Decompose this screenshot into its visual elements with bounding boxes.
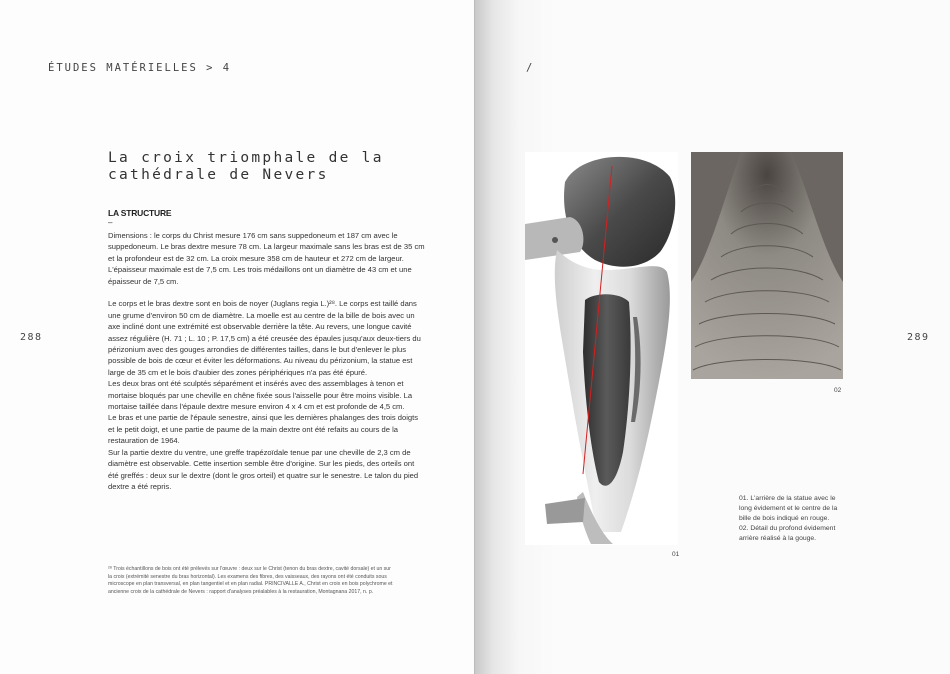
left-page (0, 0, 474, 674)
section-heading: LA STRUCTURE (108, 208, 172, 218)
footnote-line: ancienne croix de la cathédrale de Nevers : rapport d'analyses préalables à la restauration, Montagnana 2017, n. p. (108, 588, 374, 595)
footnote-line: la croix (extrémité senestre du bras horizontal). Les examens des fibres, des vaisseaux, des rayons ont été conduits sous (108, 573, 387, 580)
photo-cavity-detail (691, 152, 843, 379)
running-head-right: / (526, 62, 535, 74)
paragraph-dimensions: Dimensions : le corps du Christ mesure 176 cm sans suppedoneum et 187 cm avec le suppedoneum. Le bras dextre mesure 78 cm. La largeur maximale sans les bras est de 35 cm et la profondeur est de 32 cm. La croix mesure 358 cm de hauteur et 272 cm de largeur. L'épaisseur maximale est de 7,5 cm. Les trois médaillons ont un diamètre de 43 cm et une épaisseur de 7,5 cm. (108, 231, 425, 286)
paragraph-restoration: Le bras et une partie de l'épaule senestre, ainsi que les dernières phalanges des trois doigts et le petit doigt, et une partie de paume de la main dextre ont été refaits au cours de la restauration de 1964. (108, 413, 419, 446)
page-number-left: 288 (20, 332, 43, 343)
title-line-1: La croix triomphale de la (108, 150, 384, 166)
caption-line: arrière réalisé à la gouge. (739, 535, 817, 542)
photo-captions (739, 494, 849, 544)
paragraph-wood: Le corps et le bras dextre sont en bois de noyer (Juglans regia L.)²⁸. Le corps est taillé dans une grume d'environ 50 cm de diamètre. La moelle est au centre de la bille de bois avec un axe incliné dont une extrémité est observable derrière la tête. Au revers, une longue cavité assez régulière (H. 71 ; L. 10 ; P. 17,5 cm) a été creusée des épaules jusqu'aux deux-tiers du périzonium avec des gouges arrondies de différentes tailles, dans le but d'enlever le plus possible de bois de cœur et éviter les déformations. Au niveau du périzonium, la statue est large de 35 cm et le bois d'aubier des zones périphériques n'a pas été épuré. (108, 299, 421, 377)
photo-number-02: 02 (834, 387, 842, 394)
cavity-detail-illustration (691, 152, 843, 379)
caption-line: long évidement et le centre de la (739, 505, 838, 512)
photo-statue-back (525, 152, 678, 545)
footnote-line: microscope en plan transversal, en plan tangentiel et en plan radial. PRINCIVALLE A., Christ en croix en bois polychrome et (108, 581, 393, 588)
caption-line: 02. Détail du profond évidement (739, 525, 836, 532)
photo-number-01: 01 (672, 551, 680, 558)
dowel-hole (552, 237, 558, 243)
paragraph-graft: Sur la partie dextre du ventre, une greffe trapézoïdale tenue par une cheville de 2,3 cm de diamètre est observable. Cette insertion semble être d'origine. Sur les pieds, des orteils ont été greffés : deux sur le dextre (dont le gros orteil) et quatre sur le senestre. Le talon du pied dextre a été repris. (108, 447, 419, 491)
footnote (108, 566, 426, 596)
title-line-2: cathédrale de Nevers (108, 167, 329, 183)
page-number-right: 289 (907, 332, 930, 343)
caption-line: bille de bois indiqué en rouge. (739, 515, 830, 522)
section-dash: – (108, 218, 113, 227)
statue-back-illustration (525, 152, 678, 545)
footnote-line: ²⁸ Trois échantillons de bois ont été prélevés sur l'œuvre : deux sur le Christ (tenon du bras dextre, cavité dorsale) et un sur (108, 566, 391, 572)
caption-line: 01. L'arrière de la statue avec le (739, 495, 836, 502)
paragraph-arms: Les deux bras ont été sculptés séparément et insérés avec des assemblages à tenon et mortaise bloqués par une cheville en chêne fixée sous l'aisselle pour être moins visible. La mortaise taillée dans l'épaule dextre mesure environ 4 x 4 cm et est profonde de 4,5 cm. (108, 379, 413, 412)
body-text (108, 230, 426, 492)
statue-base (545, 498, 585, 524)
chapter-title (108, 150, 428, 184)
running-head-left: ÉTUDES MATÉRIELLES > 4 (48, 62, 232, 74)
